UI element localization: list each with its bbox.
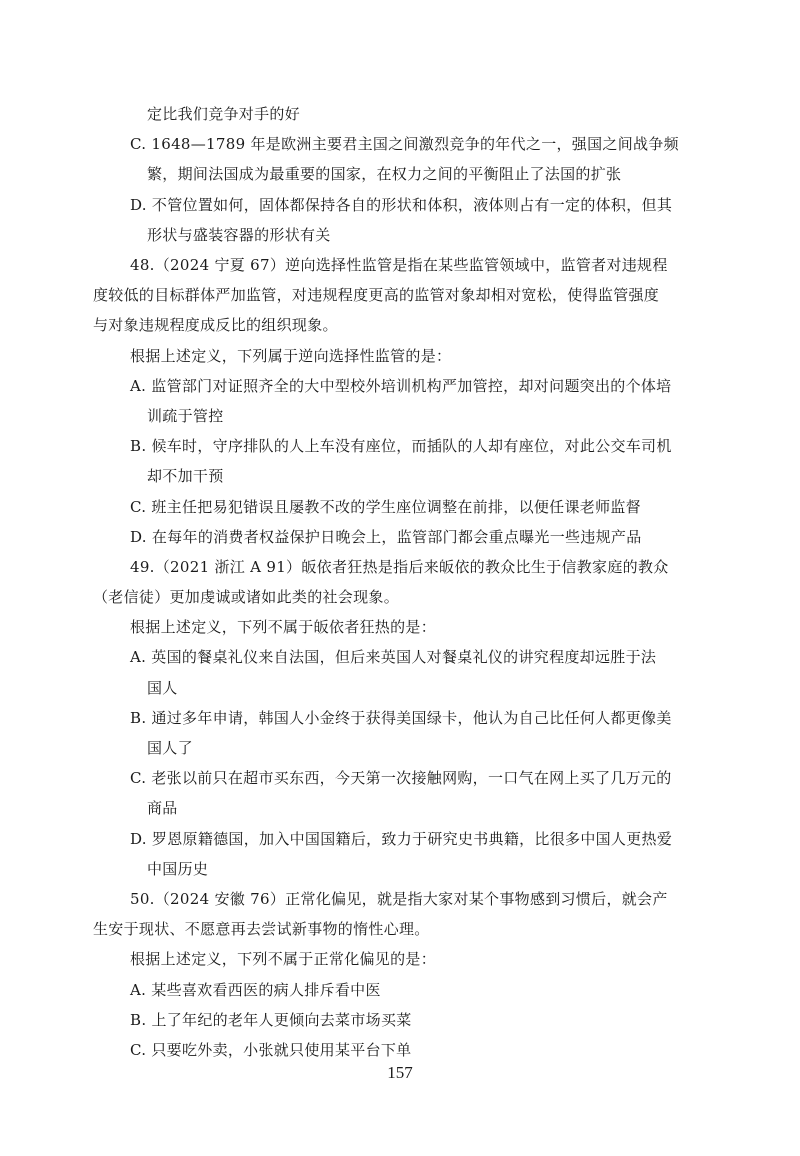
text-line: 50.（2024 安徽 76）正常化偏见，就是指大家对某个事物感到习惯后，就会产: [130, 890, 668, 908]
text-line: 中国历史: [147, 860, 209, 878]
text-line: 训疏于管控: [147, 407, 224, 425]
text-line: D. 罗恩原籍德国，加入中国国籍后，致力于研究史书典籍，比很多中国人更热爱: [130, 830, 673, 848]
text-line: 生安于现状、不愿意再去尝试新事物的惰性心理。: [93, 920, 430, 938]
text-line: A. 某些喜欢看西医的病人排斥看中医: [130, 981, 381, 999]
text-line: B. 候车时，守序排队的人上车没有座位，而插队的人却有座位，对此公交车司机: [130, 437, 672, 455]
text-line: 度较低的目标群体严加监管，对违规程度更高的监管对象却相对宽松，使得监管强度: [93, 286, 660, 304]
text-line: 48.（2024 宁夏 67）逆向选择性监管是指在某些监管领域中，监管者对违规程: [130, 256, 668, 274]
text-line: D. 在每年的消费者权益保护日晚会上，监管部门都会重点曝光一些违规产品: [130, 528, 642, 546]
text-line: 却不加干预: [147, 467, 224, 485]
text-line: A. 监管部门对证照齐全的大中型校外培训机构严加管控，却对问题突出的个体培: [130, 377, 672, 395]
text-line: B. 通过多年申请，韩国人小金终于获得美国绿卡，他认为自己比任何人都更像美: [130, 709, 672, 727]
text-line: 根据上述定义，下列不属于皈依者狂热的是：: [130, 618, 437, 636]
text-line: D. 不管位置如何，固体都保持各自的形状和体积，液体则占有一定的体积，但其: [130, 196, 673, 214]
text-line: 根据上述定义，下列属于逆向选择性监管的是：: [130, 347, 452, 365]
text-line: C. 只要吃外卖，小张就只使用某平台下单: [130, 1041, 412, 1059]
text-line: 国人了: [147, 739, 193, 757]
page-number: 157: [387, 1063, 413, 1082]
text-line: 49.（2021 浙江 A 91）皈依者狂热是指后来皈依的教众比生于信教家庭的教众: [130, 558, 669, 576]
text-line: C. 1648—1789 年是欧洲主要君主国之间激烈竞争的年代之一，强国之间战争频: [130, 135, 679, 153]
text-line: 繁，期间法国成为最重要的国家，在权力之间的平衡阻止了法国的扩张: [147, 165, 622, 183]
text-line: 根据上述定义，下列不属于正常化偏见的是：: [130, 950, 437, 968]
text-line: C. 班主任把易犯错误且屡教不改的学生座位调整在前排，以便任课老师监督: [130, 498, 641, 516]
text-line: （老信徒）更加虔诚或诸如此类的社会现象。: [93, 588, 400, 606]
text-line: 形状与盛装容器的形状有关: [147, 226, 331, 244]
text-line: C. 老张以前只在超市买东西，今天第一次接触网购，一口气在网上买了几万元的: [130, 769, 672, 787]
text-line: A. 英国的餐桌礼仪来自法国，但后来英国人对餐桌礼仪的讲究程度却远胜于法: [130, 648, 657, 666]
text-line: 商品: [147, 799, 178, 817]
text-line: B. 上了年纪的老年人更倾向去菜市场买菜: [130, 1011, 412, 1029]
text-line: 国人: [147, 679, 178, 697]
text-line: 与对象违规程度成反比的组织现象。: [93, 316, 338, 334]
text-line: 定比我们竞争对手的好: [147, 105, 301, 123]
